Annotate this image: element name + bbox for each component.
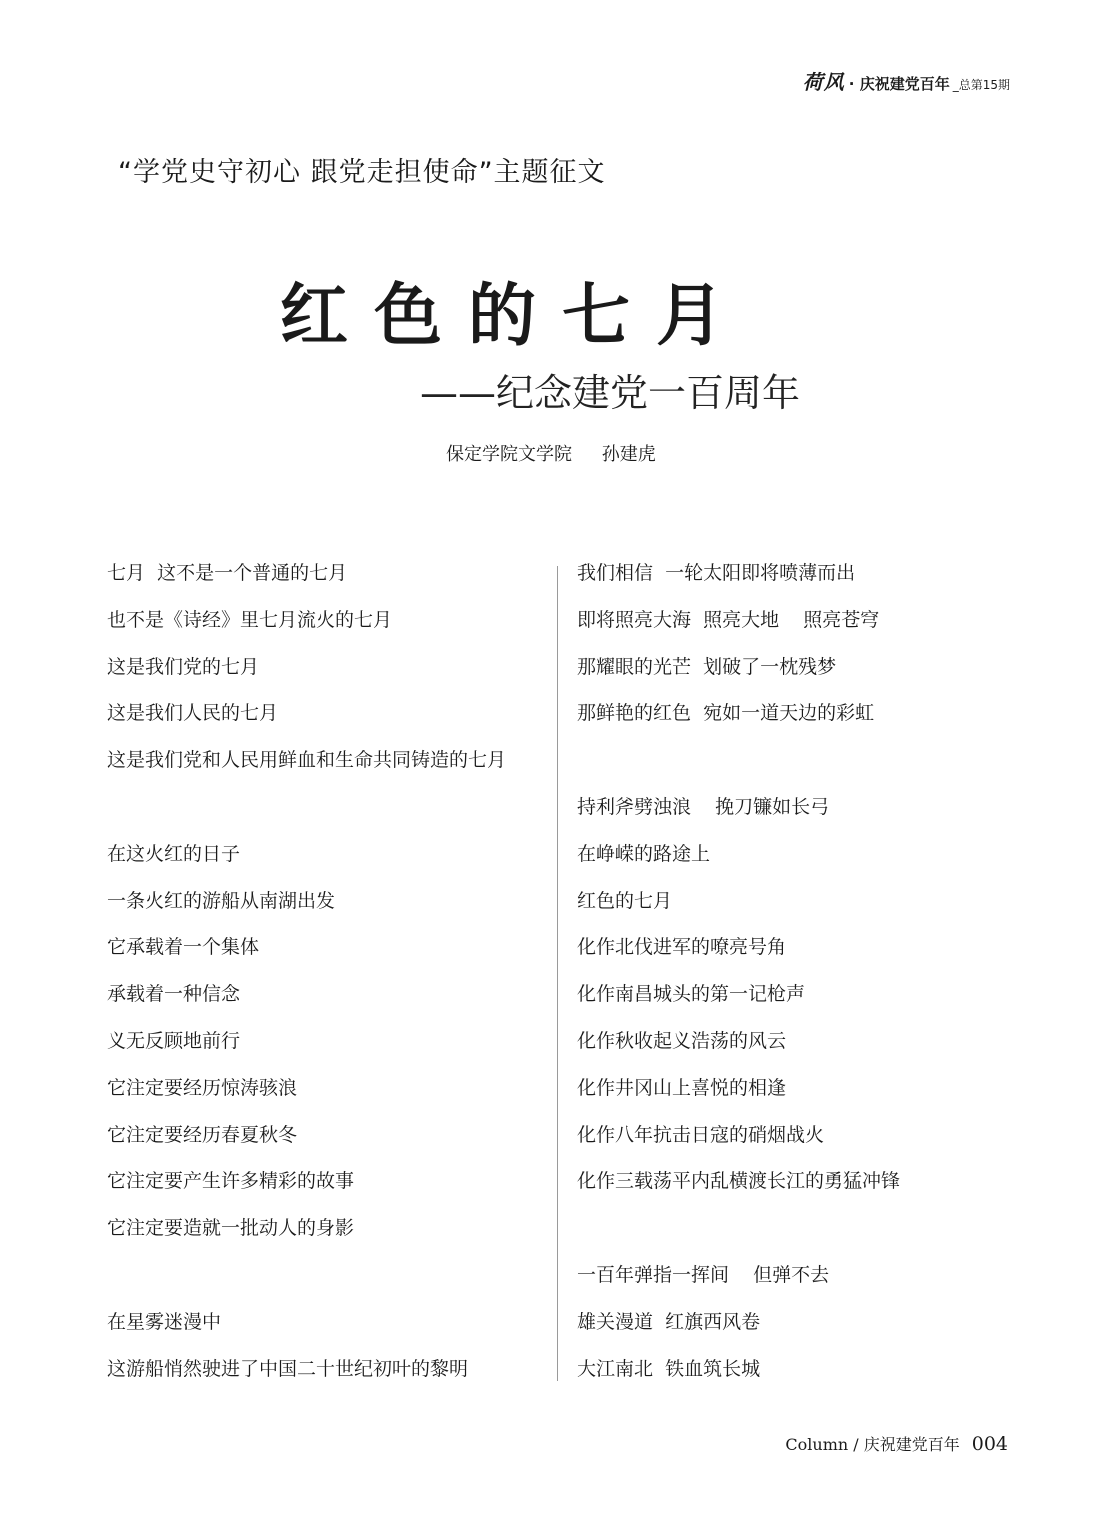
stanza-break — [107, 1258, 506, 1305]
poem-line: 它注定要经历惊涛骇浪 — [107, 1076, 298, 1099]
poem-line: 承载着一种信念 — [107, 983, 241, 1006]
poem-line: 也不是《诗经》里七月流火的七月 — [107, 608, 393, 631]
poem-line: 这游船悄然驶进了中国二十世纪初叶的黎明 — [107, 1357, 469, 1380]
poem-line: 即将照亮大海 照亮大地 照亮苍穹 — [577, 608, 880, 631]
poem-title: 红色的七月 — [279, 276, 750, 356]
column-divider — [557, 566, 558, 1381]
poem-line: 在星雾迷漫中 — [107, 1310, 222, 1333]
poem-line: 这是我们党的七月 — [107, 655, 260, 678]
poem-line: 化作北伐进军的嘹亮号角 — [577, 936, 787, 959]
poem-line: 化作八年抗击日寇的硝烟战火 — [577, 1123, 825, 1146]
poem-line: 七月 这不是一个普通的七月 — [107, 562, 348, 584]
poem-line: 大江南北 铁血筑长城 — [577, 1357, 761, 1380]
poem-line: 在峥嵘的路途上 — [577, 842, 711, 865]
running-header — [803, 66, 1010, 95]
poem-right-column — [577, 556, 900, 1398]
poem-line: 它承载着一个集体 — [107, 936, 260, 959]
poem-line: 化作秋收起义浩荡的风云 — [577, 1029, 787, 1052]
poem-line: 一条火红的游船从南湖出发 — [107, 889, 336, 912]
poem-line: 它注定要经历春夏秋冬 — [107, 1123, 298, 1146]
magazine-logo: 荷风 — [802, 70, 845, 94]
poem-line: 红色的七月 — [577, 889, 673, 912]
stanza-break — [107, 790, 506, 837]
poem-left-column — [107, 556, 506, 1398]
poem-line: 一百年弹指一挥间 但弹不去 — [577, 1263, 830, 1286]
poem-line: 这是我们人民的七月 — [107, 702, 279, 725]
author-name: 孙建虎 — [601, 444, 656, 465]
poem-line: 它注定要造就一批动人的身影 — [107, 1217, 355, 1240]
author-line — [446, 440, 656, 466]
theme-title: “学党史守初心 跟党走担使命”主题征文 — [118, 157, 606, 188]
poem-line: 那鲜艳的红色 宛如一道天边的彩虹 — [577, 702, 875, 725]
page-footer — [785, 1432, 1008, 1455]
poem-line: 化作三载荡平内乱横渡长江的勇猛冲锋 — [577, 1170, 901, 1193]
poem-line: 它注定要产生许多精彩的故事 — [107, 1170, 355, 1193]
poem-line: 雄关漫道 红旗西风卷 — [577, 1310, 761, 1333]
author-affiliation: 保定学院文学院 — [446, 444, 572, 465]
poem-line: 在这火红的日子 — [107, 842, 241, 865]
poem-line: 这是我们党和人民用鲜血和生命共同铸造的七月 — [107, 749, 507, 772]
poem-line: 化作南昌城头的第一记枪声 — [577, 983, 806, 1006]
header-column-name: · 庆祝建党百年 — [848, 75, 950, 93]
poem-line: 义无反顾地前行 — [107, 1029, 241, 1052]
poem-line: 那耀眼的光芒 划破了一枕残梦 — [577, 655, 837, 678]
stanza-break — [577, 743, 900, 790]
page-number: 004 — [971, 1433, 1008, 1455]
poem-line: 我们相信 一轮太阳即将喷薄而出 — [577, 562, 856, 584]
poem-line: 持利斧劈浊浪 挽刀镰如长弓 — [577, 795, 830, 818]
header-issue-number: _总第15期 — [952, 78, 1010, 92]
stanza-break — [577, 1211, 900, 1258]
footer-label: Column / 庆祝建党百年 — [785, 1435, 960, 1454]
poem-subtitle: ——纪念建党一百周年 — [420, 371, 801, 415]
poem-line: 化作井冈山上喜悦的相逢 — [577, 1076, 787, 1099]
